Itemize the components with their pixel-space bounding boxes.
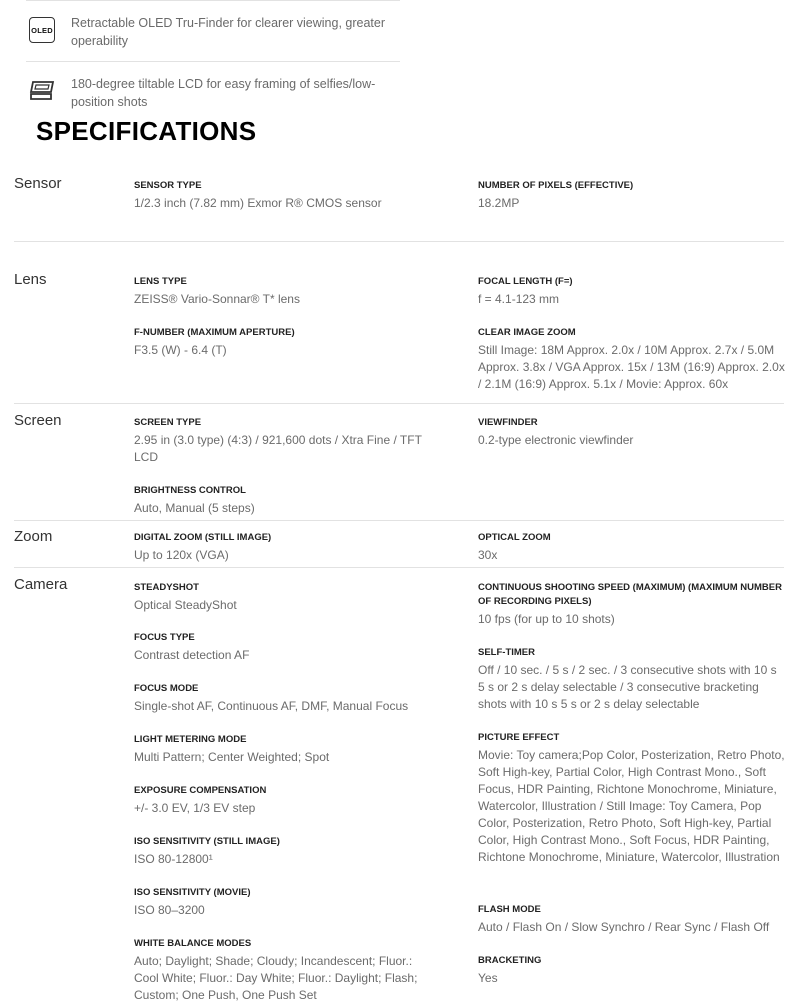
spec-label: BRIGHTNESS CONTROL xyxy=(134,485,246,496)
section-title-camera: Camera xyxy=(14,576,68,593)
spec-value: Still Image: 18M Approx. 2.0x / 10M Approx. 2.7x / 5.0M Approx. 3.8x / VGA Approx. 15x / 13M (16:9) Approx. 2.0x / 2.1M (16:9) Approx. 5.1x / Movie: Approx. 60x xyxy=(478,343,785,391)
spec-continuous-shooting-speed xyxy=(478,581,786,628)
spec-focus-mode xyxy=(134,682,434,715)
spec-value: Movie: Toy camera;Pop Color, Posterization, Retro Photo, Soft High-key, Partial Color, High Contrast Mono., Soft Focus, HDR Painting, Richtone Monochrome, Miniature, Watercolor, Illustration / Still Image: Toy Camera, Pop Color, Posterization, Retro Photo, Soft High-key, Partial Color, High Contrast Mono., Soft Focus, HDR Painting, Richtone Monochrome, Miniature, Watercolor, Illustration xyxy=(478,748,785,864)
spec-label: CLEAR IMAGE ZOOM xyxy=(478,327,576,338)
spec-white-balance-modes xyxy=(134,937,434,1004)
spec-value: Optical SteadyShot xyxy=(134,598,237,612)
spec-viewfinder xyxy=(478,416,786,449)
feature-top-divider xyxy=(26,0,400,1)
spec-label: STEADYSHOT xyxy=(134,582,199,593)
spec-label: FOCAL LENGTH (F=) xyxy=(478,276,573,287)
spec-label: FOCUS TYPE xyxy=(134,632,195,643)
spec-label: CONTINUOUS SHOOTING SPEED (MAXIMUM) (MAXIMUM NUMBER OF RECORDING PIXELS) xyxy=(478,582,782,607)
spec-value: 0.2-type electronic viewfinder xyxy=(478,433,634,447)
spec-f-number xyxy=(134,326,434,359)
spec-label: SENSOR TYPE xyxy=(134,180,202,191)
spec-exposure-compensation xyxy=(134,784,434,817)
spec-lens-type xyxy=(134,275,434,308)
section-title-zoom: Zoom xyxy=(14,528,53,545)
section-title-screen: Screen xyxy=(14,412,62,429)
spec-value: ISO 80–3200 xyxy=(134,903,205,917)
spec-label: EXPOSURE COMPENSATION xyxy=(134,785,267,796)
spec-brightness-control xyxy=(134,484,434,517)
section-title-lens: Lens xyxy=(14,271,47,288)
spec-iso-movie xyxy=(134,886,434,919)
spec-label: SELF-TIMER xyxy=(478,647,535,658)
spec-picture-effect xyxy=(478,731,786,866)
spec-screen-type xyxy=(134,416,434,466)
spec-value: Off / 10 sec. / 5 s / 2 sec. / 3 consecutive shots with 10 s 5 s or 2 s delay selectable / 3 consecutive bracketing shots with 10 s 5 s or 2 s delay selectable xyxy=(478,663,777,711)
spec-value: Auto, Manual (5 steps) xyxy=(134,501,255,515)
spec-value: Yes xyxy=(478,971,498,985)
feature-divider xyxy=(26,61,400,62)
spec-label: NUMBER OF PIXELS (EFFECTIVE) xyxy=(478,180,634,191)
spec-digital-zoom xyxy=(134,531,434,564)
feature-item-tilt-lcd xyxy=(26,75,400,111)
oled-badge: OLED xyxy=(29,17,55,43)
spec-clear-image-zoom xyxy=(478,326,786,393)
spec-label: F-NUMBER (MAXIMUM APERTURE) xyxy=(134,327,295,338)
spec-label: FOCUS MODE xyxy=(134,683,199,694)
spec-label: WHITE BALANCE MODES xyxy=(134,938,252,949)
section-divider xyxy=(14,403,784,404)
spec-value: Up to 120x (VGA) xyxy=(134,548,229,562)
feature-text: 180-degree tiltable LCD for easy framing of selfies/low-position shots xyxy=(71,77,376,109)
spec-label: PICTURE EFFECT xyxy=(478,732,560,743)
spec-label: VIEWFINDER xyxy=(478,417,538,428)
spec-value: +/- 3.0 EV, 1/3 EV step xyxy=(134,801,256,815)
section-divider xyxy=(14,520,784,521)
spec-self-timer xyxy=(478,646,786,713)
feature-text: Retractable OLED Tru-Finder for clearer viewing, greater operability xyxy=(71,16,386,48)
spec-bracketing xyxy=(478,954,786,987)
spec-value: 30x xyxy=(478,548,498,562)
spec-value: Multi Pattern; Center Weighted; Spot xyxy=(134,750,330,764)
spec-value: Auto / Flash On / Slow Synchro / Rear Sync / Flash Off xyxy=(478,920,770,934)
spec-label: FLASH MODE xyxy=(478,904,541,915)
spec-iso-still xyxy=(134,835,434,868)
spec-sensor-type xyxy=(134,179,434,212)
section-divider xyxy=(14,567,784,568)
spec-value: F3.5 (W) - 6.4 (T) xyxy=(134,343,227,357)
spec-label: OPTICAL ZOOM xyxy=(478,532,551,543)
spec-label: ISO SENSITIVITY (MOVIE) xyxy=(134,887,251,898)
spec-focus-type xyxy=(134,631,434,664)
spec-optical-zoom xyxy=(478,531,786,564)
spec-steadyshot xyxy=(134,581,434,614)
spec-value: ISO 80-12800¹ xyxy=(134,852,213,866)
section-title-sensor: Sensor xyxy=(14,175,62,192)
spec-value: Auto; Daylight; Shade; Cloudy; Incandescent; Fluor.: Cool White; Fluor.: Day White; Fluor.: Daylight; Flash; Custom; One Push, One Push Set xyxy=(134,954,418,1002)
spec-label: LIGHT METERING MODE xyxy=(134,734,247,745)
spec-focal-length xyxy=(478,275,786,308)
spec-value: ZEISS® Vario-Sonnar® T* lens xyxy=(134,292,300,306)
spec-value: 2.95 in (3.0 type) (4:3) / 921,600 dots / Xtra Fine / TFT LCD xyxy=(134,433,422,464)
spec-value: Single-shot AF, Continuous AF, DMF, Manual Focus xyxy=(134,699,409,713)
spec-label: DIGITAL ZOOM (STILL IMAGE) xyxy=(134,532,272,543)
spec-light-metering-mode xyxy=(134,733,434,766)
feature-item-oled xyxy=(26,14,400,50)
section-divider xyxy=(14,241,784,242)
spec-label: ISO SENSITIVITY (STILL IMAGE) xyxy=(134,836,280,847)
spec-value: 18.2MP xyxy=(478,196,520,210)
spec-value: f = 4.1-123 mm xyxy=(478,292,560,306)
spec-label: BRACKETING xyxy=(478,955,542,966)
spec-number-of-pixels xyxy=(478,179,786,212)
spec-flash-mode xyxy=(478,903,786,936)
tilt-lcd-icon xyxy=(26,75,58,107)
spec-label: LENS TYPE xyxy=(134,276,187,287)
oled-viewfinder-icon xyxy=(26,14,58,46)
spec-label: SCREEN TYPE xyxy=(134,417,202,428)
page-title: SPECIFICATIONS xyxy=(36,116,257,146)
spec-value: 1/2.3 inch (7.82 mm) Exmor R® CMOS sensor xyxy=(134,196,382,210)
spec-value: 10 fps (for up to 10 shots) xyxy=(478,612,615,626)
spec-value: Contrast detection AF xyxy=(134,648,250,662)
